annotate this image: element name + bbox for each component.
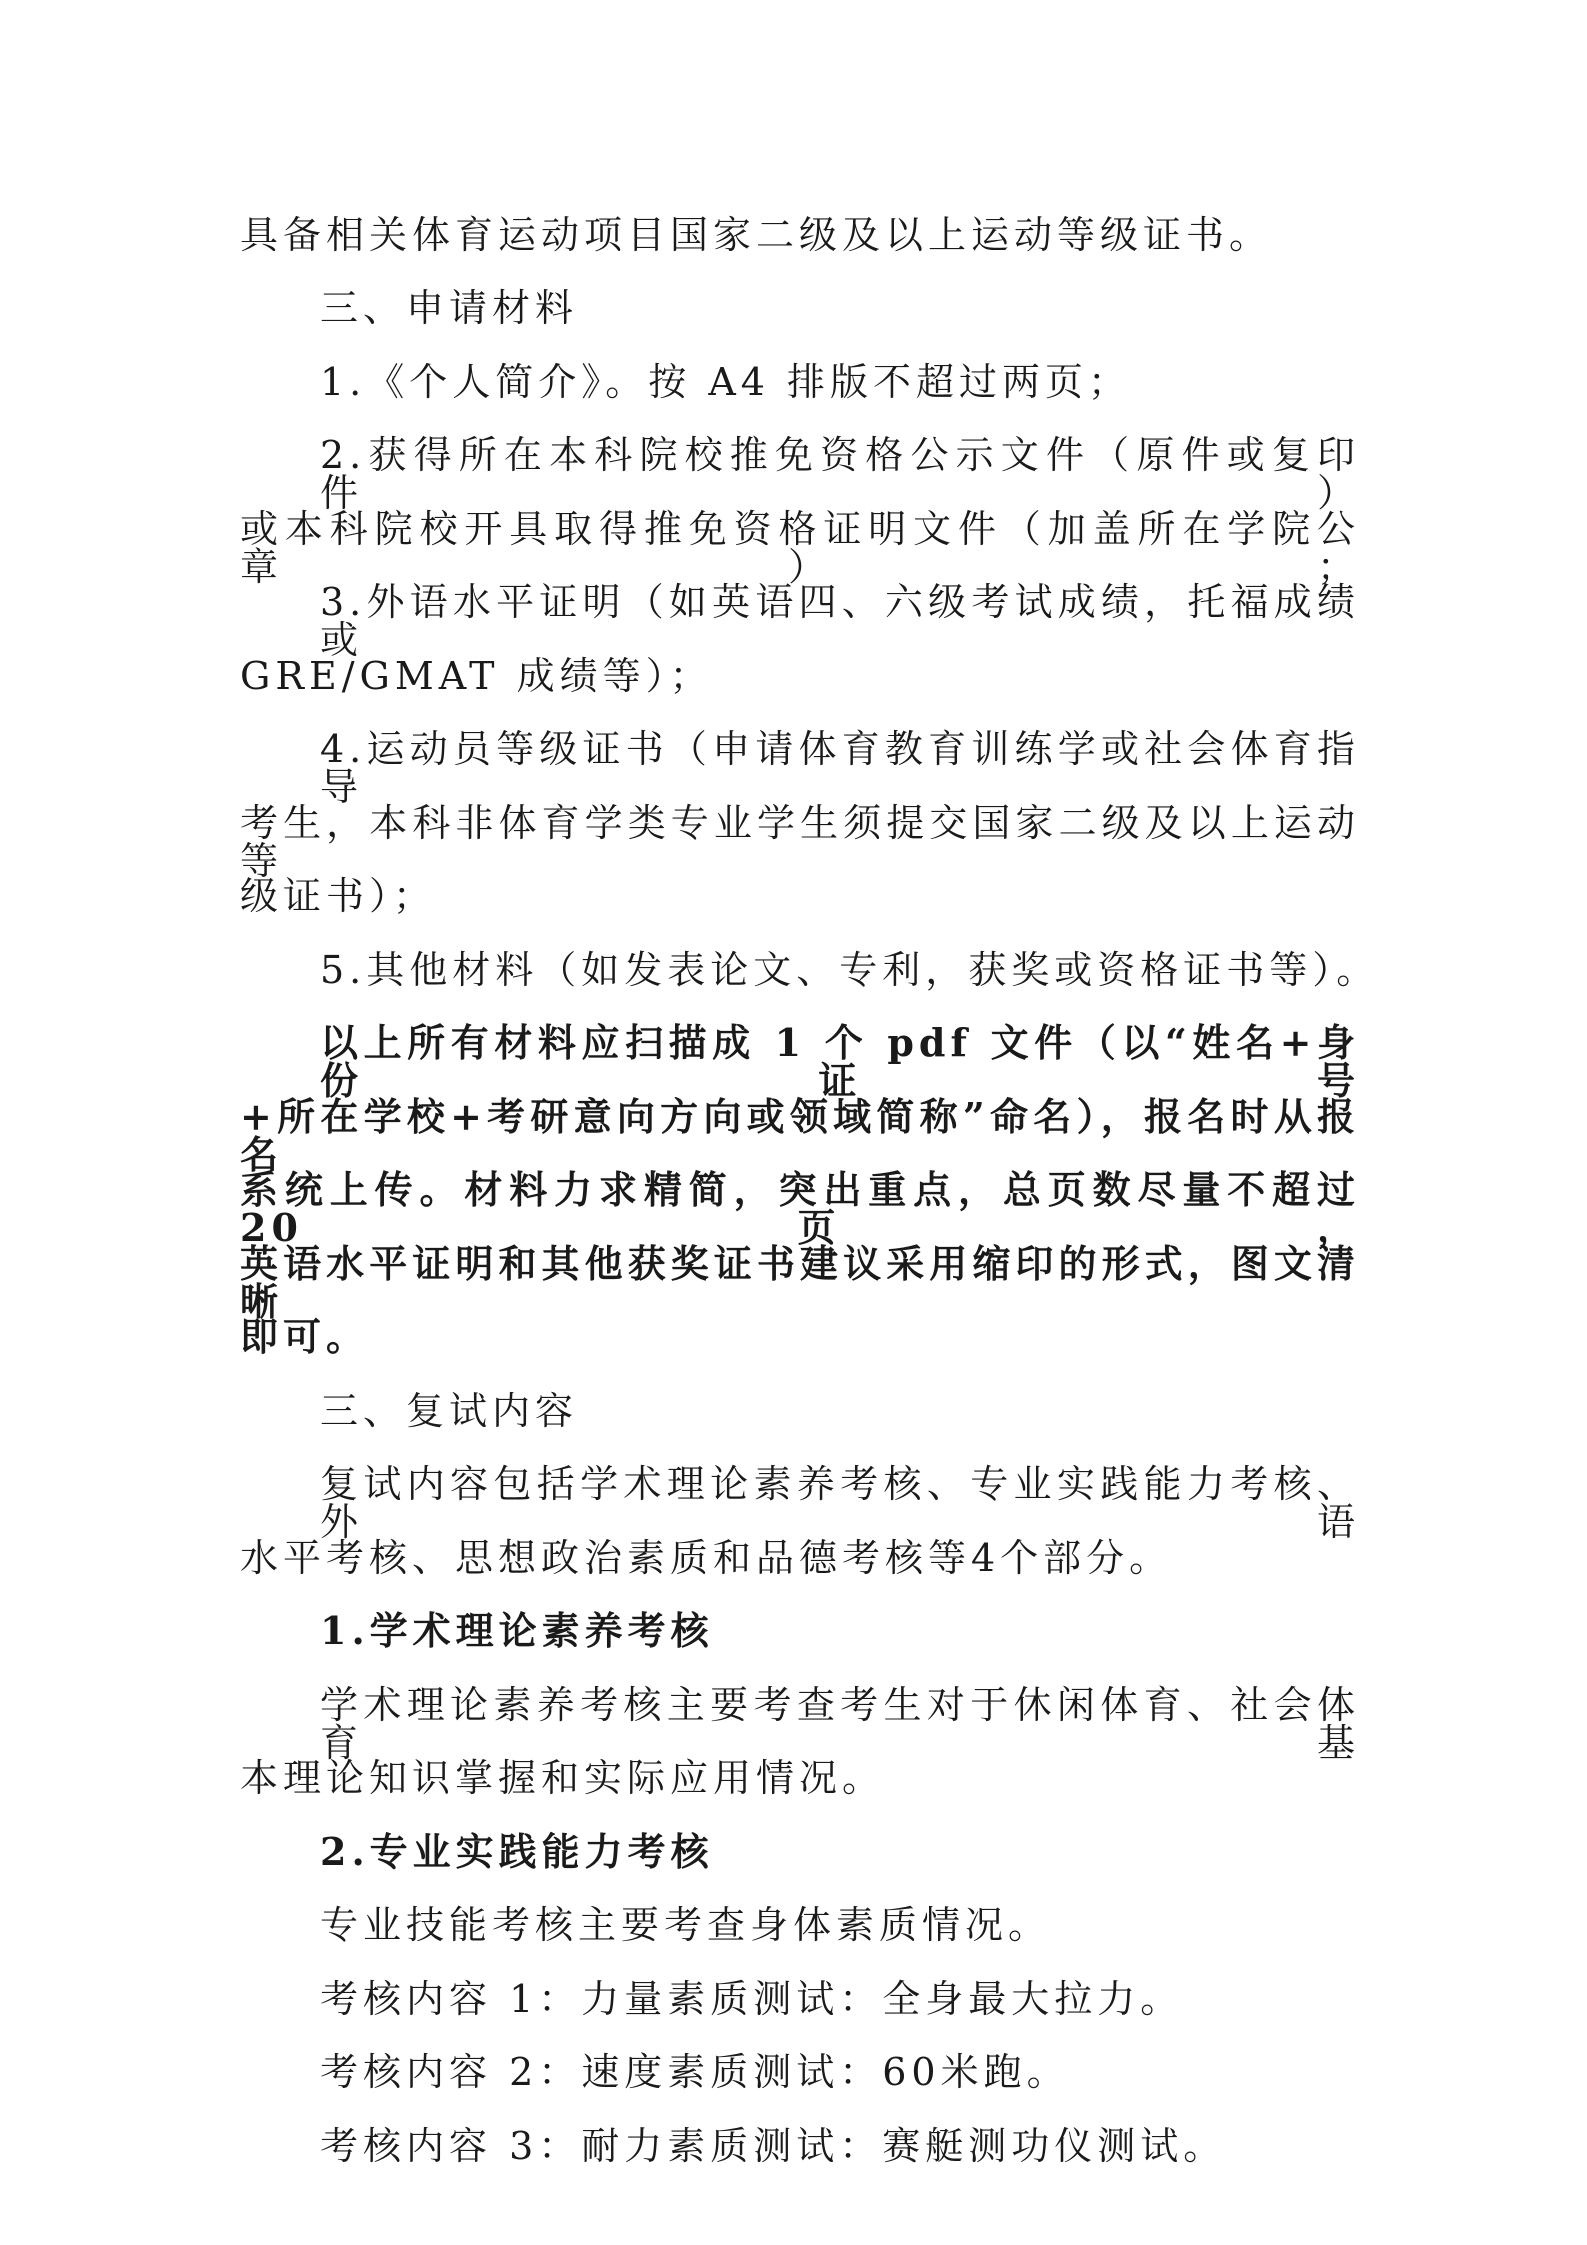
bold-note-line: 系统上传。材料力求精简，突出重点，总页数尽量不超过 20 页， — [240, 1167, 1360, 1250]
bold-note-line: 以上所有材料应扫描成 1 个 pdf 文件（以“姓名+身份证号 — [320, 1020, 1360, 1103]
list-item: 4.运动员等级证书（申请体育教育训练学或社会体育指导 — [320, 727, 1360, 809]
list-item: 2.获得所在本科院校推免资格公示文件（原件或复印件） — [320, 433, 1360, 515]
section-heading: 三、复试内容 — [320, 1389, 579, 1433]
subsection-heading: 1.学术理论素养考核 — [320, 1608, 714, 1653]
paragraph-line: 考生，本科非体育学类专业学生须提交国家二级及以上运动等 — [240, 801, 1360, 883]
assessment-item: 考核内容 1：力量素质测试：全身最大拉力。 — [320, 1977, 1184, 2021]
assessment-item: 考核内容 2：速度素质测试：60米跑。 — [320, 2050, 1070, 2094]
subsection-heading: 2.专业实践能力考核 — [320, 1829, 714, 1874]
paragraph-line: 专业技能考核主要考查身体素质情况。 — [320, 1903, 1052, 1947]
paragraph-line: 级证书）； — [240, 874, 437, 918]
bold-note-line: +所在学校+考研意向方向或领域简称”命名），报名时从报名 — [240, 1094, 1360, 1177]
paragraph-line: 或本科院校开具取得推免资格证明文件（加盖所在学院公章）； — [240, 507, 1360, 589]
paragraph-line: 复试内容包括学术理论素养考核、专业实践能力考核、外语 — [320, 1462, 1360, 1544]
section-heading: 三、申请材料 — [320, 286, 579, 330]
paragraph-line: GRE/GMAT 成绩等）； — [240, 654, 713, 698]
list-item: 3.外语水平证明（如英语四、六级考试成绩，托福成绩或 — [320, 580, 1360, 662]
paragraph-line: 本理论知识掌握和实际应用情况。 — [240, 1756, 886, 1800]
list-item: 1.《个人简介》。按 A4 排版不超过两页； — [320, 360, 1132, 404]
list-item: 5.其他材料（如发表论文、专利，获奖或资格证书等）。 — [320, 948, 1380, 992]
bold-note-line: 即可。 — [240, 1314, 370, 1359]
paragraph-line: 水平考核、思想政治素质和品德考核等4个部分。 — [240, 1536, 1173, 1580]
assessment-item: 考核内容 3：耐力素质测试：赛艇测功仪测试。 — [320, 2124, 1227, 2168]
paragraph-line: 学术理论素养考核主要考查考生对于休闲体育、社会体育基 — [320, 1683, 1360, 1765]
bold-note-line: 英语水平证明和其他获奖证书建议采用缩印的形式，图文清晰 — [240, 1241, 1360, 1324]
paragraph-line: 具备相关体育运动项目国家二级及以上运动等级证书。 — [240, 213, 1273, 257]
